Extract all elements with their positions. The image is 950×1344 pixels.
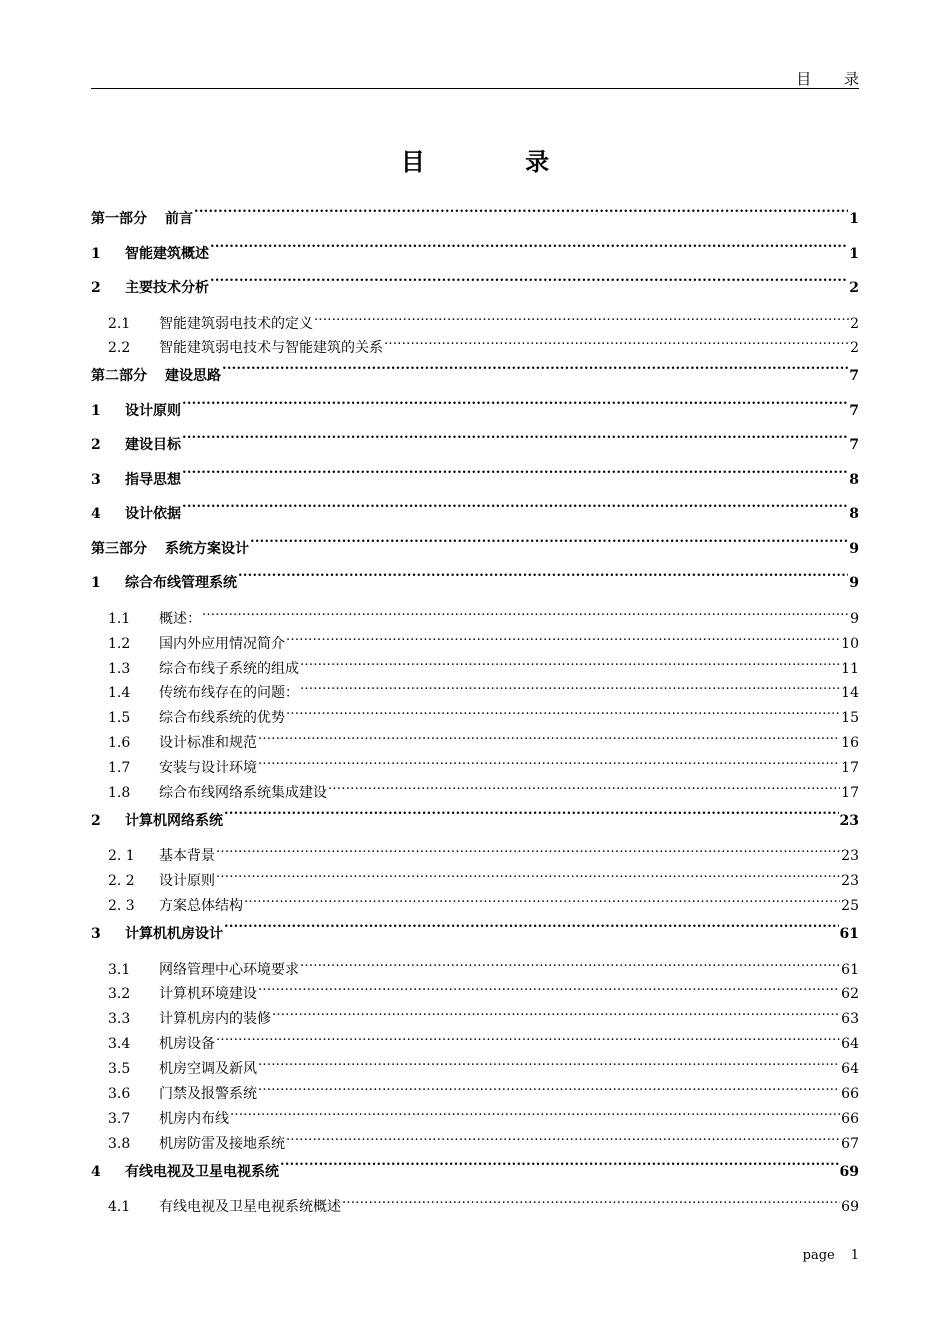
toc-entry-number: 1.3 — [108, 660, 131, 677]
toc-entry-label: 设计原则 — [125, 402, 181, 419]
toc-dot-leader — [210, 278, 848, 292]
toc-entry-page: 23 — [841, 848, 859, 865]
toc-dot-leader — [258, 984, 840, 998]
toc-dot-leader — [258, 758, 840, 772]
toc-entry-label: 系统方案设计 — [165, 540, 249, 557]
toc-entry-number: 2. 1 — [108, 848, 135, 865]
page-title: 目 录 — [400, 147, 596, 176]
toc-entry-label: 门禁及报警系统 — [159, 1086, 257, 1103]
toc-entry-number: 1.1 — [108, 610, 131, 627]
toc-entry-number: 2. 2 — [108, 873, 135, 890]
toc-entry-page: 1 — [849, 245, 859, 262]
toc-dot-leader — [216, 1034, 840, 1048]
toc-entry[interactable] — [91, 534, 859, 569]
toc-dot-leader — [286, 634, 840, 648]
toc-entry-page: 17 — [841, 760, 859, 777]
toc-entry[interactable] — [91, 499, 859, 534]
toc-entry-page: 7 — [849, 402, 859, 419]
toc-entry-number: 1.5 — [108, 710, 131, 727]
toc-entry-label: 综合布线管理系统 — [125, 575, 237, 592]
toc-entry-page: 9 — [849, 575, 859, 592]
toc-entry-number: 1.4 — [108, 685, 131, 702]
toc-dot-leader — [216, 846, 840, 860]
toc-dot-leader — [194, 209, 848, 223]
toc-entry-number: 2. 3 — [108, 898, 135, 915]
toc-entry-page: 61 — [839, 926, 859, 943]
toc-entry-page: 8 — [849, 471, 859, 488]
toc-entry-page: 63 — [841, 1011, 859, 1028]
toc-entry-number: 3.5 — [108, 1061, 131, 1078]
toc-entry[interactable] — [91, 681, 859, 706]
toc-entry-number: 4.1 — [108, 1199, 131, 1216]
toc-entry[interactable] — [91, 1082, 859, 1107]
toc-dot-leader — [314, 314, 849, 328]
toc-entry-number: 第二部分 — [91, 368, 147, 385]
toc-dot-leader — [272, 1009, 840, 1023]
toc-dot-leader — [182, 435, 848, 449]
toc-entry-label: 机房空调及新风 — [159, 1061, 257, 1078]
toc-entry[interactable] — [91, 396, 859, 431]
toc-entry[interactable] — [91, 731, 859, 756]
toc-entry[interactable] — [91, 1107, 859, 1132]
toc-entry[interactable] — [91, 361, 859, 396]
toc-entry[interactable] — [91, 844, 859, 869]
toc-entry[interactable] — [91, 919, 859, 954]
toc-entry[interactable] — [91, 568, 859, 603]
toc-dot-leader — [258, 733, 840, 747]
toc-entry[interactable] — [91, 1032, 859, 1057]
toc-entry[interactable] — [91, 204, 859, 239]
table-of-contents — [91, 204, 859, 1220]
toc-entry-label: 主要技术分析 — [125, 280, 209, 296]
toc-entry-number: 4 — [91, 506, 101, 523]
toc-entry-label: 计算机房内的装修 — [159, 1011, 271, 1028]
toc-entry-page: 23 — [839, 812, 859, 829]
toc-entry[interactable] — [91, 607, 859, 632]
toc-entry-label: 概述： — [159, 610, 201, 627]
toc-entry-number: 1 — [91, 575, 101, 592]
toc-entry-label: 综合布线网络系统集成建设 — [159, 785, 327, 802]
toc-entry[interactable] — [91, 657, 859, 682]
toc-entry-number: 1.2 — [108, 635, 131, 652]
toc-dot-leader — [182, 504, 848, 518]
toc-entry-page: 61 — [841, 961, 859, 978]
toc-entry[interactable] — [91, 336, 859, 361]
toc-entry[interactable] — [91, 1157, 859, 1192]
toc-entry-number: 1 — [91, 245, 101, 262]
toc-entry[interactable] — [91, 312, 859, 337]
toc-entry-number: 2 — [91, 812, 101, 829]
toc-entry-page: 16 — [841, 735, 859, 752]
toc-entry-label: 机房设备 — [159, 1036, 215, 1053]
toc-dot-leader — [258, 1059, 840, 1073]
toc-entry-label: 综合布线子系统的组成 — [159, 660, 299, 677]
toc-entry-label: 机房内布线 — [159, 1110, 229, 1127]
toc-entry[interactable] — [91, 1057, 859, 1082]
toc-entry-label: 计算机机房设计 — [125, 926, 223, 943]
toc-entry-number: 3.3 — [108, 1011, 131, 1028]
toc-dot-leader — [328, 783, 840, 797]
toc-entry-number: 1.8 — [108, 785, 131, 802]
toc-dot-leader — [384, 338, 849, 352]
toc-entry-page: 1 — [849, 211, 859, 227]
toc-entry-number: 4 — [91, 1163, 101, 1180]
toc-entry-page: 17 — [841, 785, 859, 802]
toc-entry[interactable] — [91, 273, 859, 308]
toc-entry[interactable] — [91, 430, 859, 465]
toc-dot-leader — [286, 708, 840, 722]
toc-entry-page: 2 — [850, 340, 859, 357]
toc-dot-leader — [244, 896, 840, 910]
toc-entry-page: 62 — [841, 986, 859, 1003]
toc-dot-leader — [182, 470, 848, 484]
toc-entry-page: 8 — [849, 506, 859, 523]
toc-entry-number: 2 — [91, 437, 101, 454]
toc-entry[interactable] — [91, 958, 859, 983]
toc-dot-leader — [210, 244, 848, 258]
toc-dot-leader — [224, 924, 839, 938]
toc-entry-number: 3 — [91, 926, 101, 943]
footer-page-number: 1 — [850, 1248, 859, 1263]
toc-dot-leader — [300, 659, 840, 673]
toc-entry-number: 第一部分 — [91, 211, 147, 227]
toc-entry-number: 第三部分 — [91, 540, 147, 557]
toc-entry-number: 2.2 — [108, 340, 131, 357]
toc-entry-page: 2 — [849, 280, 859, 296]
toc-dot-leader — [222, 366, 848, 380]
toc-entry-label: 计算机网络系统 — [125, 812, 223, 829]
toc-entry-label: 智能建筑弱电技术与智能建筑的关系 — [159, 340, 383, 357]
toc-entry-label: 设计依据 — [125, 506, 181, 523]
toc-entry-label: 建设目标 — [125, 437, 181, 454]
footer-page-label: page — [802, 1248, 835, 1263]
toc-entry-page: 64 — [841, 1036, 859, 1053]
toc-entry-label: 智能建筑概述 — [125, 245, 209, 262]
toc-entry-label: 机房防雷及接地系统 — [159, 1135, 285, 1152]
toc-entry-number: 2 — [91, 280, 101, 296]
toc-dot-leader — [216, 871, 840, 885]
toc-entry-label: 指导思想 — [125, 471, 181, 488]
toc-entry-label: 计算机环境建设 — [159, 986, 257, 1003]
toc-entry-page: 7 — [849, 437, 859, 454]
toc-entry-page: 64 — [841, 1061, 859, 1078]
toc-entry-page: 23 — [841, 873, 859, 890]
toc-entry-label: 建设思路 — [165, 368, 221, 385]
toc-entry-page: 69 — [841, 1199, 859, 1216]
toc-dot-leader — [286, 1134, 840, 1148]
toc-dot-leader — [300, 683, 840, 697]
toc-dot-leader — [238, 573, 848, 587]
toc-entry-number: 1 — [91, 402, 101, 419]
toc-entry[interactable] — [91, 781, 859, 806]
toc-entry-number: 2.1 — [108, 315, 131, 332]
toc-entry[interactable] — [91, 869, 859, 894]
page-footer — [787, 1248, 859, 1263]
toc-entry-page: 66 — [841, 1110, 859, 1127]
toc-entry-label: 有线电视及卫星电视系统 — [125, 1163, 279, 1180]
toc-entry-label: 前言 — [165, 211, 193, 227]
toc-entry-number: 3.1 — [108, 961, 131, 978]
toc-entry-label: 有线电视及卫星电视系统概述 — [159, 1199, 341, 1216]
toc-entry[interactable] — [91, 1007, 859, 1032]
toc-entry-page: 69 — [839, 1163, 859, 1180]
toc-entry[interactable] — [91, 465, 859, 500]
toc-entry[interactable] — [91, 239, 859, 274]
toc-dot-leader — [342, 1197, 840, 1211]
toc-entry-page: 14 — [841, 685, 859, 702]
toc-dot-leader — [230, 1109, 840, 1123]
toc-entry-number: 3.4 — [108, 1036, 131, 1053]
toc-entry-label: 方案总体结构 — [159, 898, 243, 915]
toc-dot-leader — [280, 1162, 839, 1176]
toc-entry-label: 基本背景 — [159, 848, 215, 865]
toc-entry-label: 设计标准和规范 — [159, 735, 257, 752]
toc-entry-number: 3 — [91, 471, 101, 488]
toc-entry-page: 66 — [841, 1086, 859, 1103]
toc-entry-label: 安装与设计环境 — [159, 760, 257, 777]
toc-dot-leader — [258, 1084, 840, 1098]
toc-dot-leader — [182, 401, 848, 415]
toc-dot-leader — [300, 960, 840, 974]
toc-entry-label: 网络管理中心环境要求 — [159, 961, 299, 978]
toc-entry[interactable] — [91, 1195, 859, 1220]
toc-entry-number: 1.7 — [108, 760, 131, 777]
toc-entry[interactable] — [91, 894, 859, 919]
running-header: 目 录 — [796, 70, 873, 88]
toc-entry-label: 智能建筑弱电技术的定义 — [159, 315, 313, 332]
toc-entry-page: 25 — [841, 898, 859, 915]
toc-entry-number: 1.6 — [108, 735, 131, 752]
toc-entry[interactable] — [91, 1132, 859, 1157]
toc-entry[interactable] — [91, 706, 859, 731]
toc-entry-page: 10 — [841, 635, 859, 652]
toc-entry-label: 综合布线系统的优势 — [159, 710, 285, 727]
toc-entry-number: 3.7 — [108, 1110, 131, 1127]
toc-entry-page: 7 — [849, 368, 859, 385]
toc-entry-number: 3.2 — [108, 986, 131, 1003]
toc-entry-page: 15 — [841, 710, 859, 727]
toc-dot-leader — [224, 811, 839, 825]
toc-entry[interactable] — [91, 632, 859, 657]
toc-entry-label: 设计原则 — [159, 873, 215, 890]
toc-entry[interactable] — [91, 806, 859, 841]
toc-entry-page: 9 — [850, 610, 859, 627]
toc-entry-page: 9 — [849, 540, 859, 557]
toc-entry-page: 2 — [850, 315, 859, 332]
toc-entry-label: 国内外应用情况简介 — [159, 635, 285, 652]
toc-entry-page: 67 — [841, 1135, 859, 1152]
toc-entry-label: 传统布线存在的问题： — [159, 685, 299, 702]
toc-entry-number: 3.6 — [108, 1086, 131, 1103]
toc-dot-leader — [250, 539, 848, 553]
toc-entry-number: 3.8 — [108, 1135, 131, 1152]
header-rule — [91, 88, 859, 89]
toc-dot-leader — [202, 609, 849, 623]
toc-entry-page: 11 — [841, 660, 859, 677]
toc-entry[interactable] — [91, 982, 859, 1007]
toc-entry[interactable] — [91, 756, 859, 781]
